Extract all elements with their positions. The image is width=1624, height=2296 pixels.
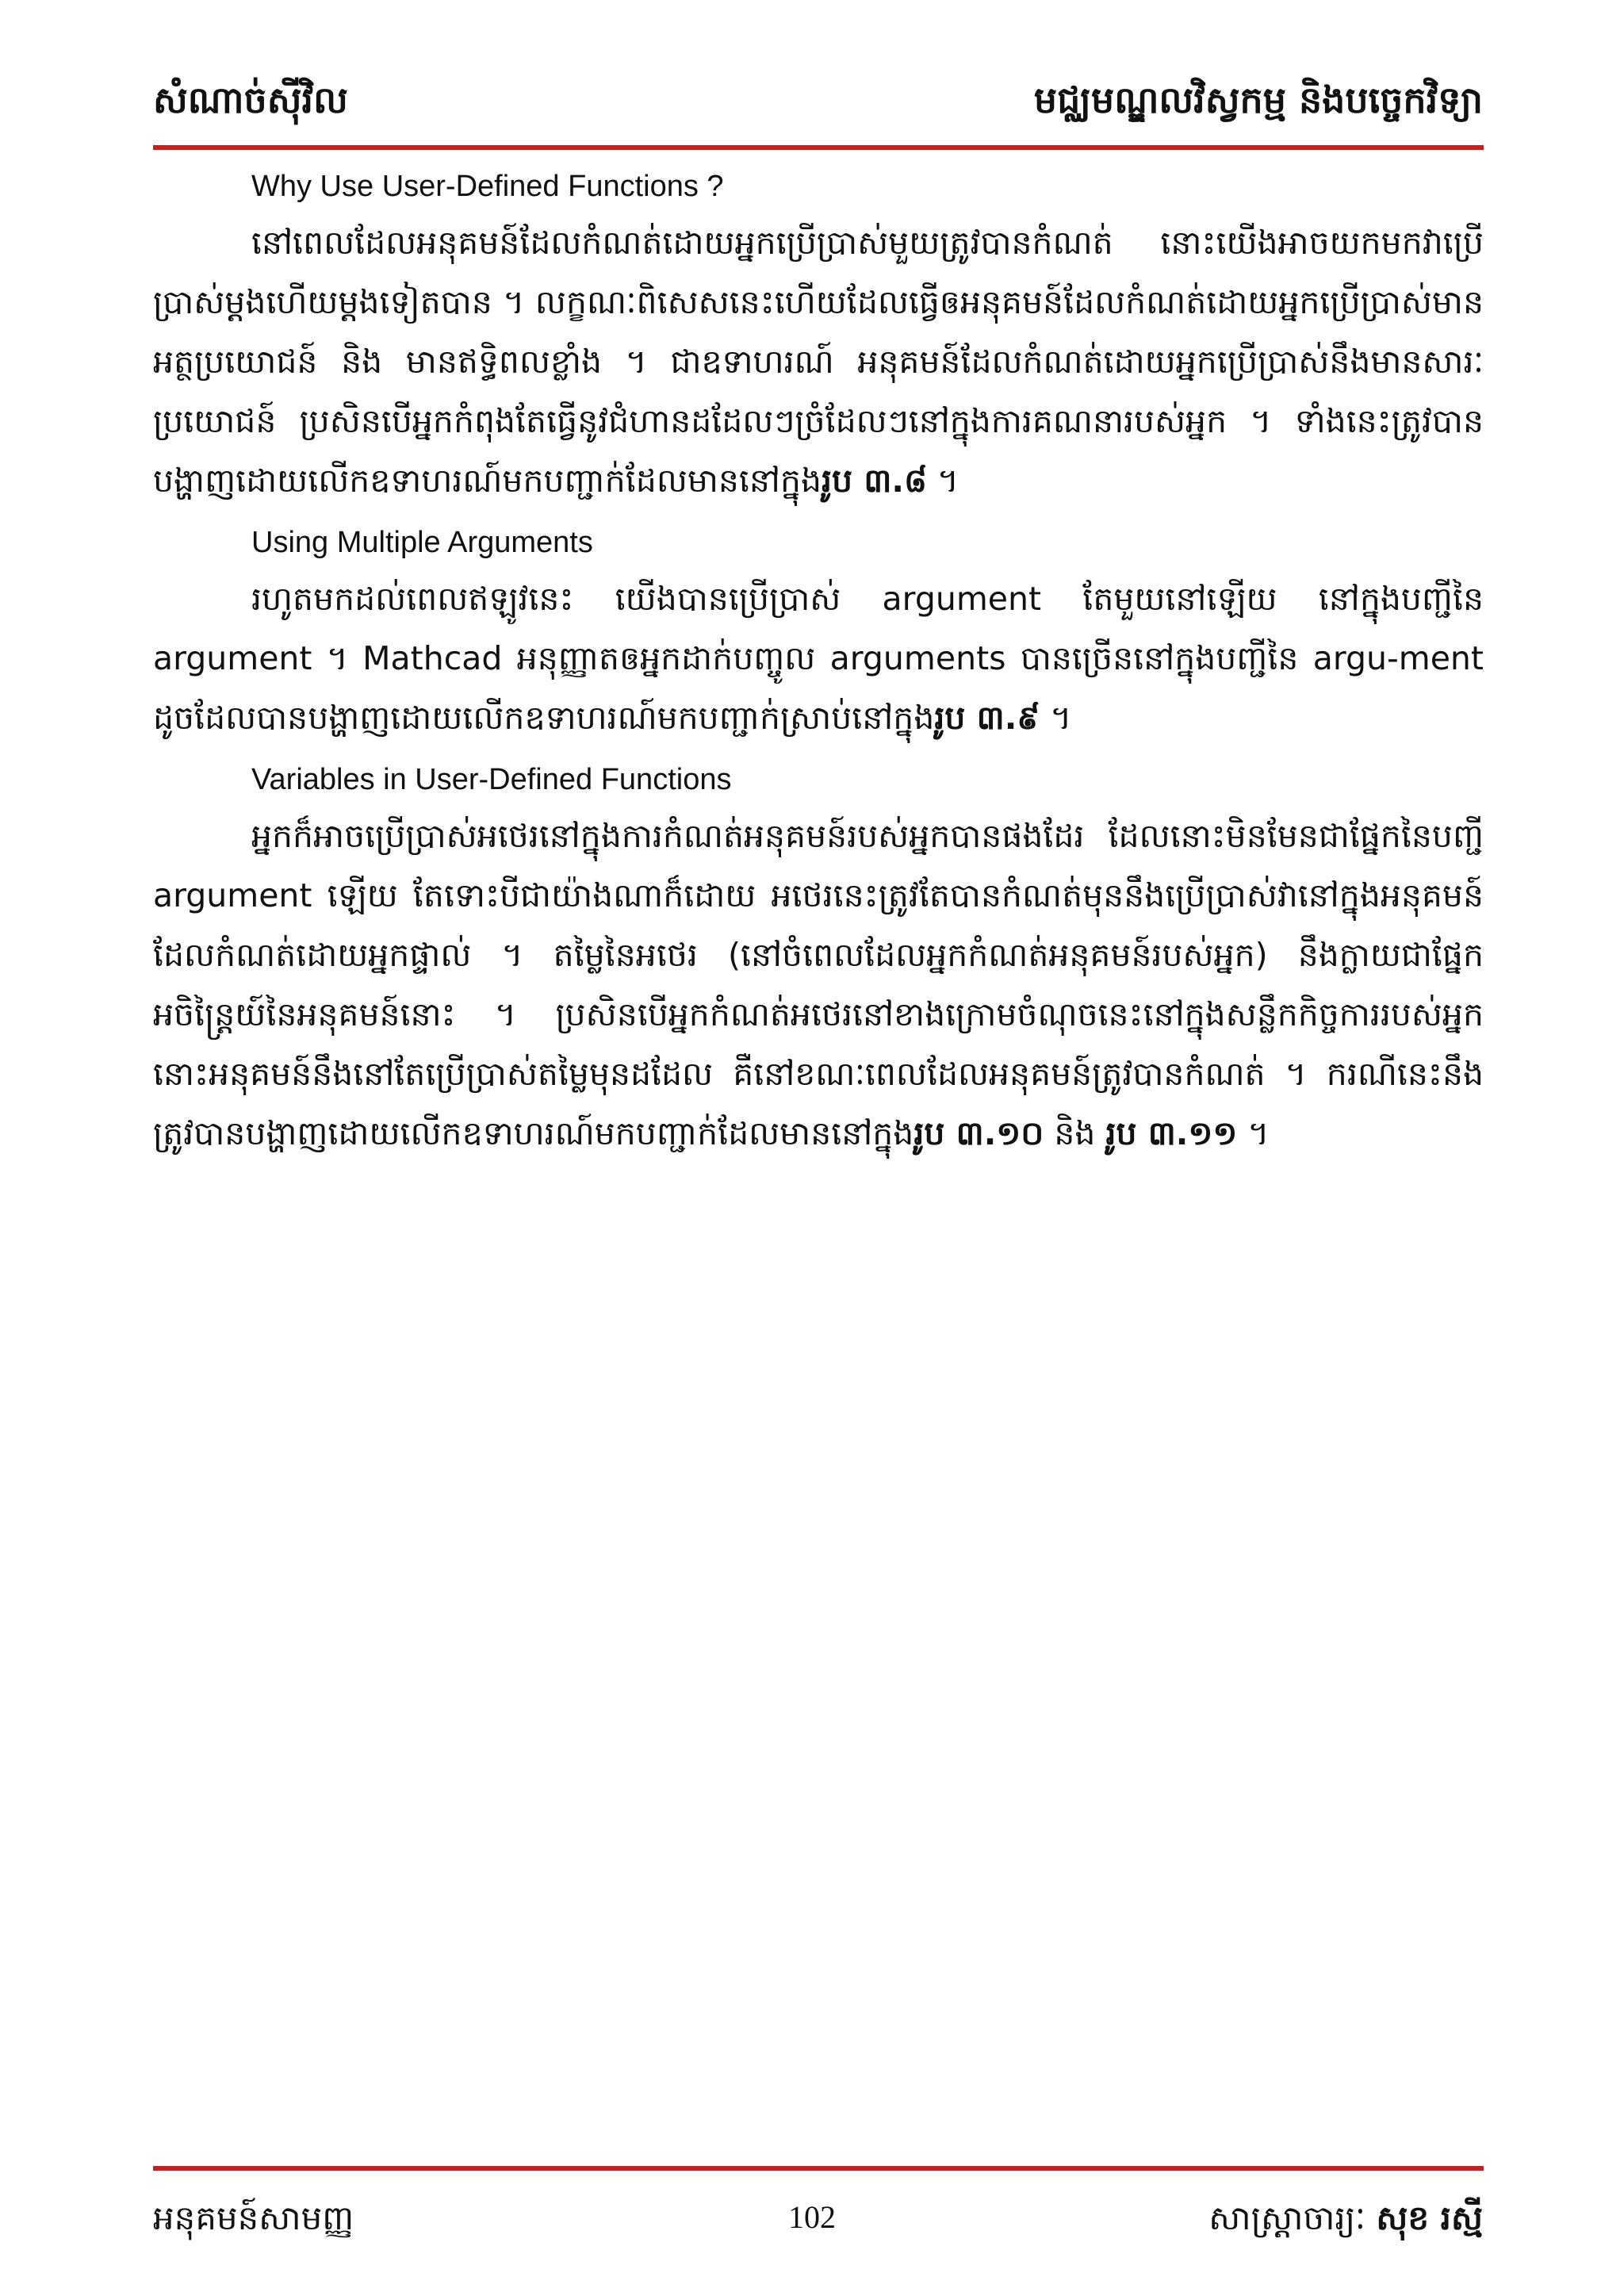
header-right-title: មជ្ឈមណ្ឌលវិស្វកម្ម និងបច្ចេកវិទ្យា <box>1033 79 1483 121</box>
footer-chapter-title: អនុគមន៍សាមញ្ញ <box>153 2198 354 2237</box>
header-left-title: សំណាច់ស៊ីវិល <box>153 79 348 121</box>
section-paragraph-why-use <box>153 213 1484 511</box>
figure-reference: រូប ៣.១០ <box>914 1114 1044 1152</box>
paragraph-joiner: និង <box>1044 1114 1106 1152</box>
section-paragraph-variables <box>153 807 1484 1163</box>
header-rule <box>153 145 1484 150</box>
author-name: សុខ រស្មី <box>1376 2198 1483 2237</box>
footer-author <box>1208 2197 1483 2246</box>
figure-reference: រូប ៣.៩ <box>934 699 1040 737</box>
figure-reference: រូប ៣.៨ <box>822 462 927 500</box>
section-heading-multiple-arguments: Using Multiple Arguments <box>251 526 593 559</box>
paragraph-end: ។ <box>926 462 959 500</box>
section-heading-variables: Variables in User-Defined Functions <box>251 763 732 796</box>
footer-rule <box>153 2166 1484 2171</box>
section-heading-why-use: Why Use User-Defined Functions ? <box>251 170 724 203</box>
paragraph-text: អ្នកក៏អាចប្រើប្រាស់អថេរនៅក្នុងការកំណត់អនុគមន៍របស់អ្នកបានផងដែរ ដែលនោះមិនមែនជាផ្នែកនៃបញ្ជី argument ឡើយ តែទោះបីជាយ៉ាងណាក៏ដោយ អថេរនេះត្រូវតែបានកំណត់មុននឹងប្រើប្រាស់វានៅក្នុងអនុគមន៍ដែលកំណត់ដោយអ្នកផ្ទាល់ ។ តម្លៃនៃអថេរ (នៅចំពេលដែលអ្នកកំណត់អនុគមន៍របស់អ្នក) នឹងក្លាយជាផ្នែកអចិន្ត្រៃយ៍នៃអនុគមន៍នោះ ។ ប្រសិនបើអ្នកកំណត់អថេរនៅខាងក្រោមចំណុចនេះនៅក្នុងសន្លឹកកិច្ចការរបស់អ្នក នោះអនុគមន៍នឹងនៅតែប្រើប្រាស់តម្លៃមុនដដែល គឺនៅខណៈពេលដែលអនុគមន៍ត្រូវបានកំណត់ ។ ករណីនេះនឹងត្រូវបានបង្ហាញដោយលើកឧទាហរណ៍មកបញ្ជាក់ដែលមាននៅក្នុង <box>153 817 1484 1152</box>
paragraph-text: រហូតមកដល់ពេលឥឡូវនេះ យើងបានប្រើប្រាស់ argument តែមួយនៅឡើយ នៅក្នុងបញ្ជីនៃ argument ។ Mathcad អនុញ្ញាតឲអ្នកដាក់បញ្ចូល arguments បានច្រើននៅក្នុងបញ្ជីនៃ argu-ment ដូចដែលបានបង្ហាញដោយលើកឧទាហរណ៍មកបញ្ជាក់ស្រាប់នៅក្នុង <box>153 580 1484 737</box>
author-prefix: សាស្ត្រាចារ្យៈ <box>1208 2198 1377 2237</box>
paragraph-text: នៅពេលដែលអនុគមន៍ដែលកំណត់ដោយអ្នកប្រើប្រាស់មួយត្រូវបានកំណត់ នោះយើងអាចយកមកវាប្រើប្រាស់ម្ដងហើយម្ដងទៀតបាន ។ លក្ខណៈពិសេសនេះហើយដែលធ្វើឲអនុគមន៍ដែលកំណត់ដោយអ្នកប្រើប្រាស់មានអត្ថប្រយោជន៍ និង មានឥទ្ធិពលខ្លាំង ។ ជាឧទាហរណ៍ អនុគមន៍ដែលកំណត់ដោយអ្នកប្រើប្រាស់នឹងមានសារៈប្រយោជន៍ ប្រសិនបើអ្នកកំពុងតែធ្វើនូវជំហានដដែលៗច្រំដែលៗនៅក្នុងការគណនារបស់អ្នក ។ ទាំងនេះត្រូវបានបង្ហាញដោយលើកឧទាហរណ៍មកបញ្ជាក់ដែលមាននៅក្នុង <box>153 224 1484 500</box>
figure-reference-2: រូប ៣.១១ <box>1105 1114 1238 1152</box>
page-number: 102 <box>788 2199 836 2235</box>
page-content <box>153 163 1484 1171</box>
paragraph-end: ។ <box>1040 699 1072 737</box>
paragraph-end: ។ <box>1237 1114 1270 1152</box>
section-paragraph-multiple-arguments <box>153 569 1484 748</box>
